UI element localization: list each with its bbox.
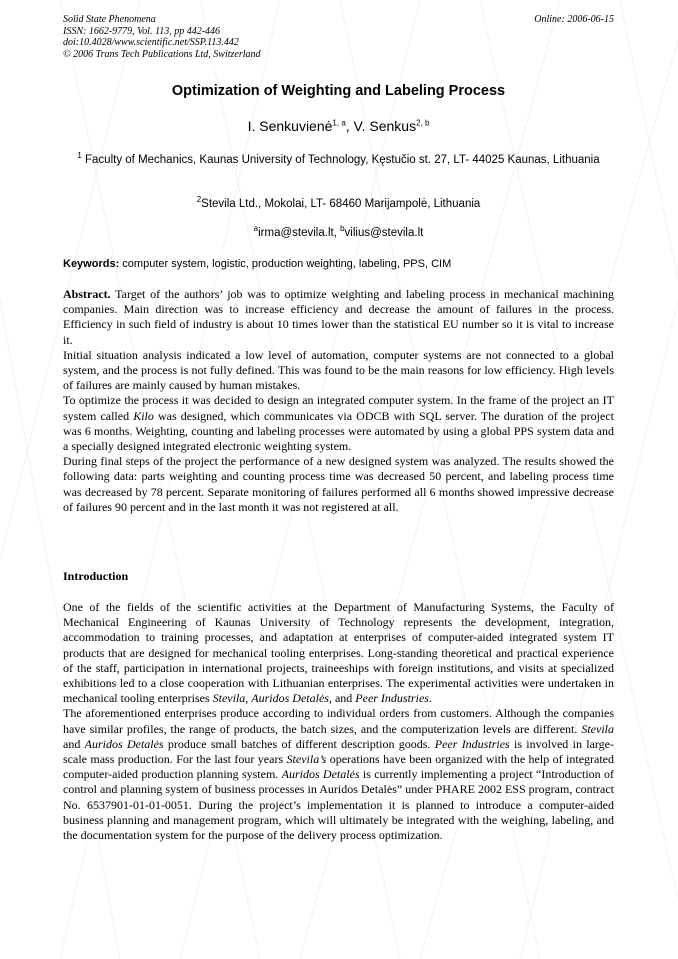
- email-marker: b: [340, 224, 345, 234]
- paragraph: [63, 348, 614, 394]
- affiliation-marker: 2: [196, 195, 202, 205]
- paragraph: [63, 454, 614, 515]
- italic-text-run: Peer Industries: [434, 736, 510, 751]
- text-run: Target of the authors’ job was to optimize weighting and labeling process in mechanical machining companies. Main direction was to increase efficiency and decrease the amount of failures in the process. Efficiency in such field of industry is about 10 times lower than the statistical EU number so it is vital to increase it.: [63, 287, 614, 347]
- keywords-label: Keywords:: [63, 258, 120, 270]
- affiliation-2: [63, 197, 614, 213]
- text-run: is involved in large-scale mass production. For the last four years: [63, 736, 615, 767]
- journal-name: Solid State Phenomena: [63, 14, 156, 25]
- copyright-line: © 2006 Trans Tech Publications Ltd, Switzerland: [63, 48, 261, 60]
- text-run: To optimize the process it was decided to design an integrated computer system. In the frame of the project an IT system called: [63, 393, 614, 423]
- introduction-heading: Introduction: [63, 569, 129, 583]
- text-run: Initial situation analysis indicated a low level of automation, computer systems are not connected to a global system, and the process is not fully defined. This was found to be the main reasons for low efficiency. High levels of failures are mainly caused by human mistakes.: [63, 347, 614, 393]
- email-address[interactable]: irma@stevila.lt: [258, 227, 334, 239]
- abstract-label: Abstract.: [63, 287, 111, 301]
- email-line: [63, 226, 614, 242]
- author-affiliation-marker: 1, a: [332, 118, 346, 128]
- text-run: One of the fields of the scientific activities at the Department of Manufacturing Systems, the Faculty of Mechanical Engineering of Kaunas University of Technology represents the development, integration, accommodation to training processes, and adaptation at enterprises of computer-aided integrated system IT products that are designed for mechanical tooling enterprises. Long-standing theoretical and practical experience of the staff, participation in international projects, traineeships with foreign institutions, and visits at specialized exhibitions led to a close cooperation with Lithuanian enterprises. The experimental activities were undertaken in mechanical tooling enterprises: [63, 600, 614, 706]
- text-run: During final steps of the project the performance of a new designed system was analyzed. The results showed the following data: parts weighting and counting process time was decreased 50 percent, and labeling process time was decreased by 78 percent. Separate monitoring of failures performed all 6 months showed impressive decrease of failures 90 percent and in the last month it was not registered at all.: [63, 454, 614, 514]
- italic-text-run: Auridos Detalės: [281, 767, 360, 782]
- email-address[interactable]: vilius@stevila.lt: [344, 227, 424, 239]
- keywords-line: [63, 257, 614, 271]
- italic-text-run: Stevila’s: [286, 752, 327, 767]
- text-run: The aforementioned enterprises produce according to individual orders from customers. Although the companies have similar profiles, the range of products, the batch sizes, and the computerization levels are different.: [63, 706, 614, 736]
- author-affiliation-marker: 2, b: [416, 118, 430, 128]
- italic-text-run: Auridos Detalės: [84, 736, 164, 751]
- author-separator: ,: [345, 118, 354, 134]
- email-separator: ,: [333, 227, 341, 239]
- affiliation-text: Faculty of Mechanics, Kaunas University of Technology, Kęstučio st. 27, LT- 44025 Kaunas, Lithuania: [85, 154, 600, 166]
- paragraph: [63, 600, 614, 706]
- abstract-section: [63, 287, 614, 515]
- issn-line: ISSN: 1662-9779, Vol. 113, pp 442-446: [63, 25, 221, 37]
- affiliation-marker: 1: [77, 151, 82, 161]
- journal-header: [63, 14, 363, 60]
- email-marker: a: [253, 224, 259, 234]
- author-name: V. Senkus: [353, 118, 417, 134]
- italic-text-run: Stevila: [581, 721, 614, 736]
- italic-text-run: Kilo: [133, 408, 154, 423]
- paragraph: [63, 287, 614, 348]
- italic-text-run: Auridos Detalės: [251, 691, 329, 706]
- text-run: , and: [328, 691, 356, 706]
- author-list: [63, 117, 614, 135]
- text-run: and: [63, 736, 85, 751]
- keywords-text: computer system, logistic, production weighting, labeling, PPS, CIM: [119, 258, 452, 270]
- text-run: was designed, which communicates via ODCB with SQL server. The duration of the project was 6 months. Weighting, counting and labeling processes were automated by using a global PPS system data and a specially designed integrated electronic weighting system.: [63, 408, 614, 454]
- author-name: I. Senkuvienė: [247, 118, 333, 134]
- text-run: .: [428, 691, 432, 706]
- online-date: Online: 2006-06-15: [534, 14, 614, 25]
- text-run: operations have been organized with the help of integrated computer-aided production planning system.: [63, 752, 615, 782]
- paper-title: Optimization of Weighting and Labeling Process: [171, 83, 506, 99]
- affiliation-text: Stevila Ltd., Mokolai, LT- 68460 Marijampolė, Lithuania: [201, 198, 481, 210]
- text-run: produce small batches of different description goods.: [163, 736, 435, 751]
- text-run: is currently implementing a project “Introduction of control and planning system of business processes in Auridos Detalės” under PHARE 2002 ESS program, contract No. 6537901-01-01-0051. During the project’s implementation it is planned to introduce a computer-aided business planning and management program, which will ultimately be integrated with the weighing, labeling, and the documentation system for the purpose of the delivery process optimization.: [63, 767, 614, 843]
- paragraph: [63, 706, 614, 843]
- doi-line: doi:10.4028/www.scientific.net/SSP.113.442: [63, 37, 239, 48]
- introduction-section: [63, 600, 614, 843]
- text-run: ,: [245, 691, 252, 706]
- italic-text-run: Stevila: [212, 691, 246, 706]
- italic-text-run: Peer Industries: [355, 691, 429, 706]
- paragraph: [63, 393, 614, 454]
- affiliation-1: [63, 153, 614, 169]
